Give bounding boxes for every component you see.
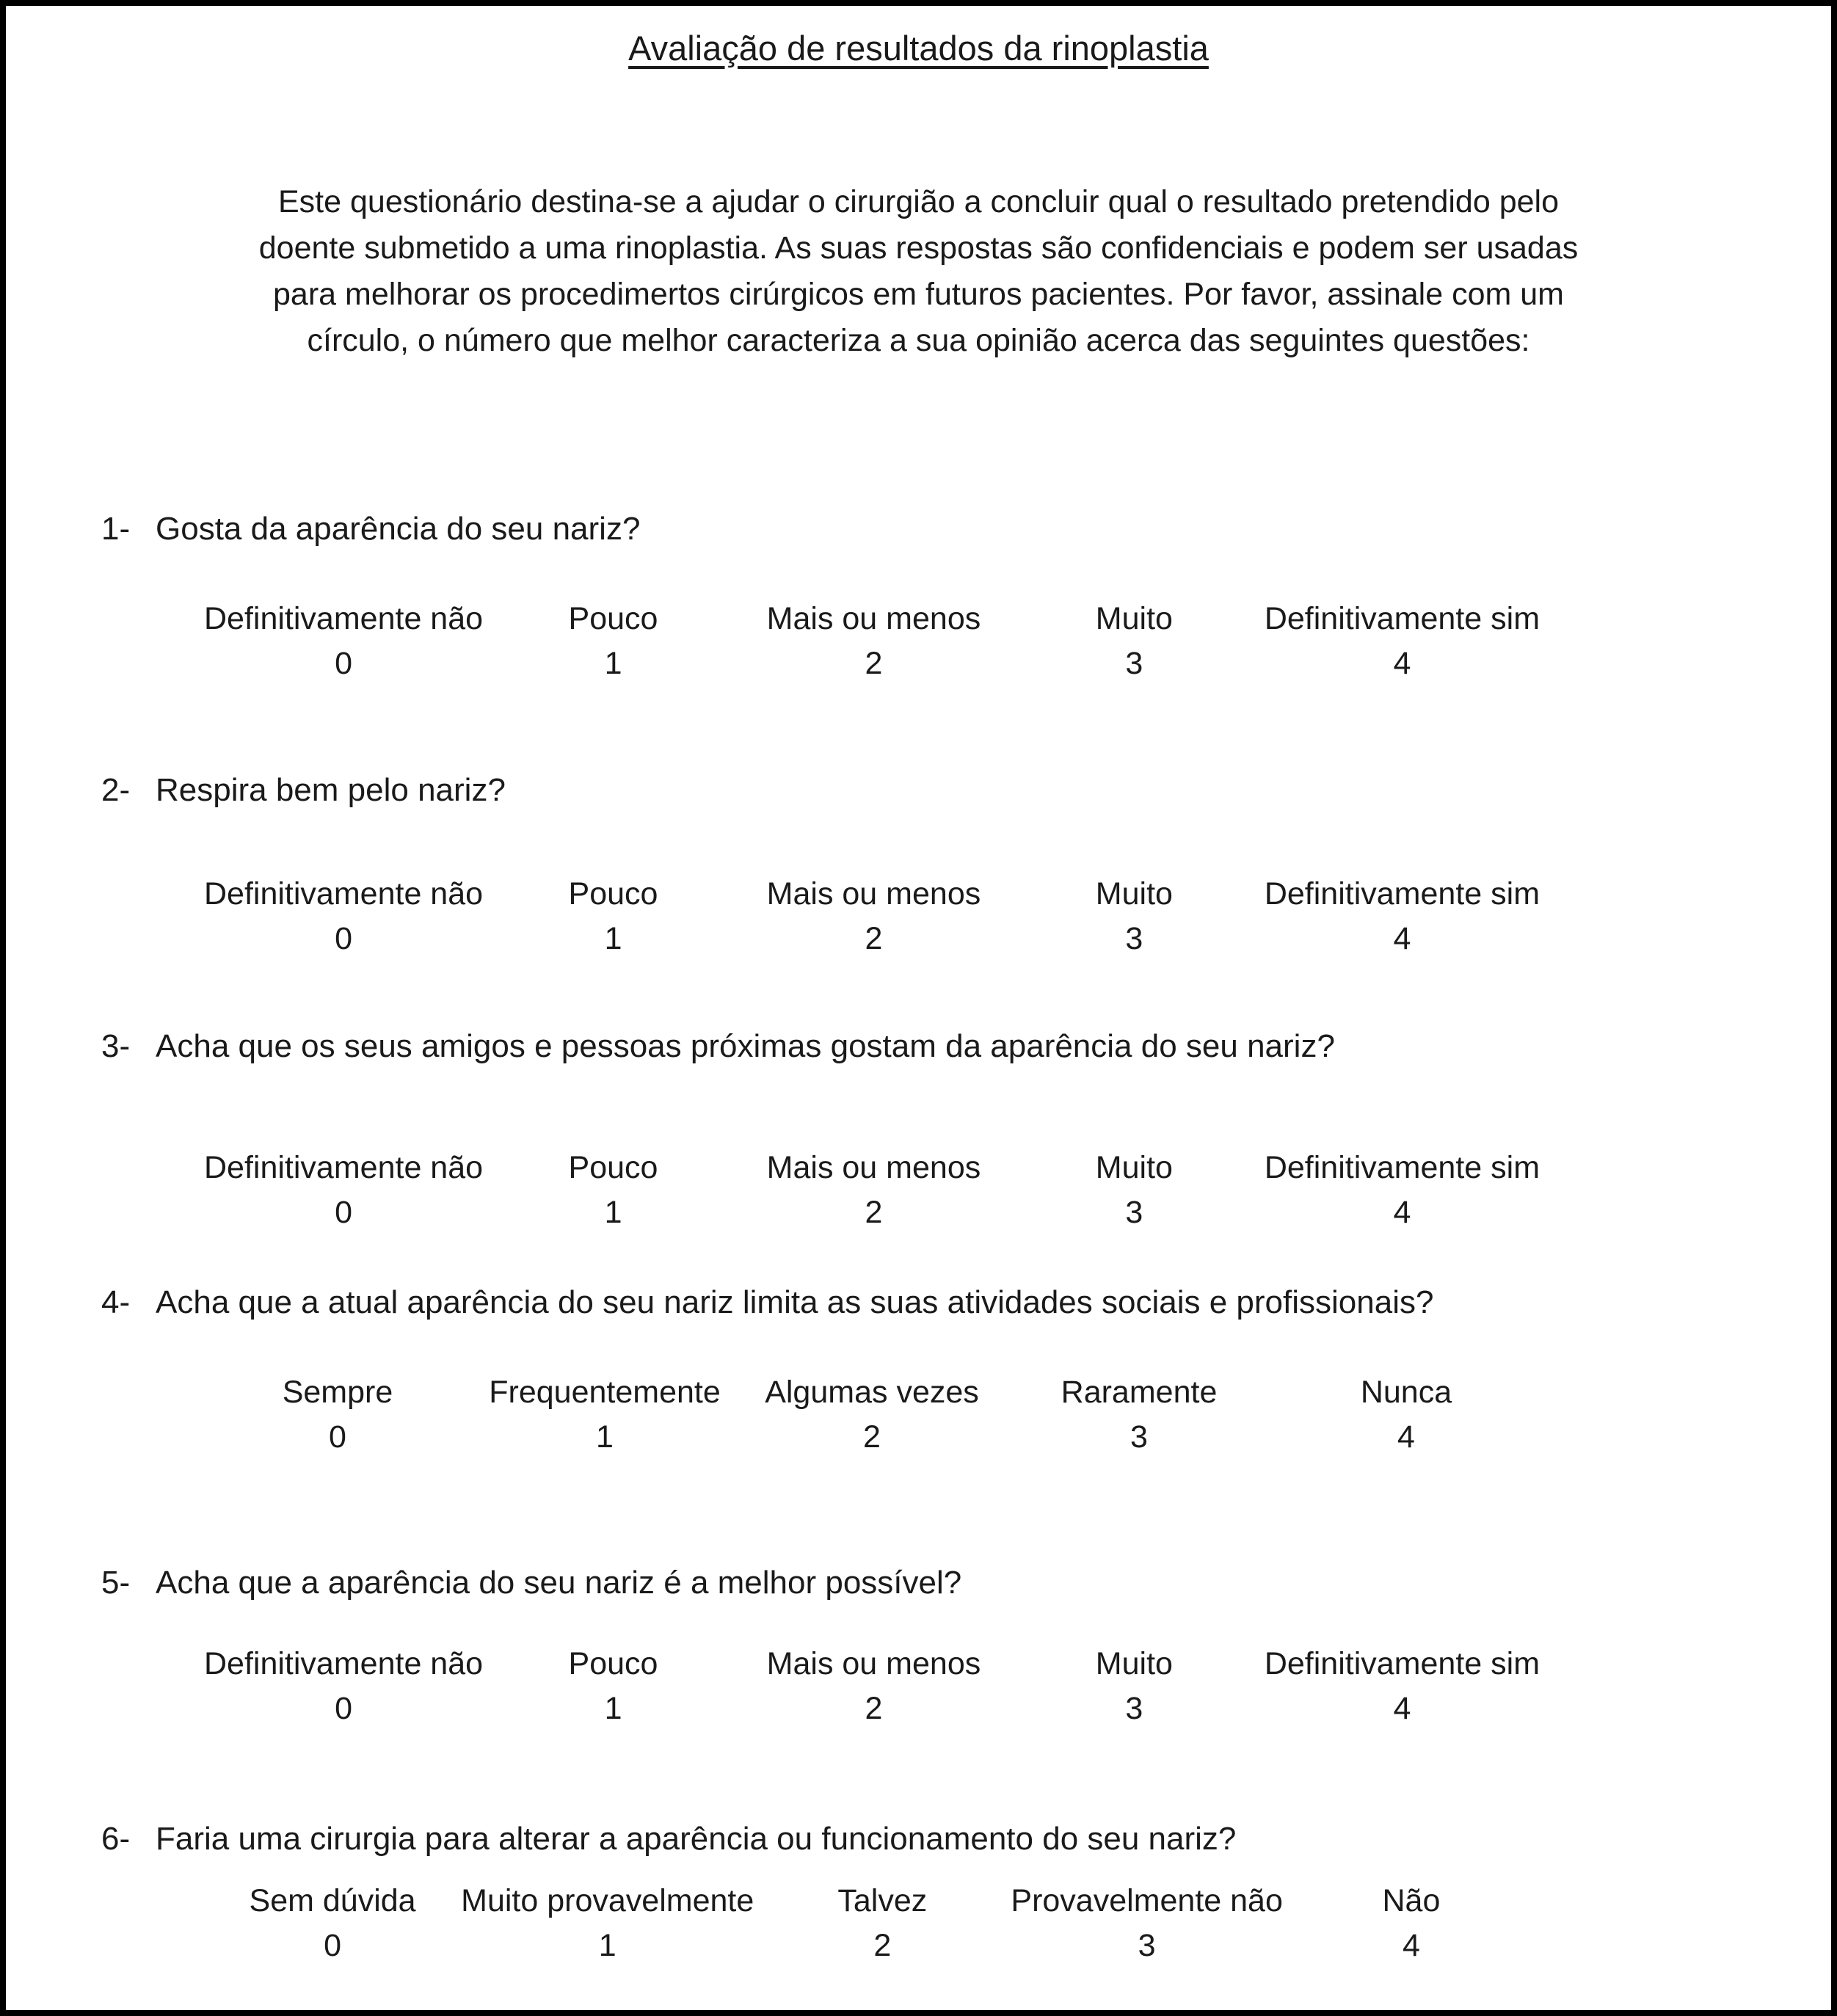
rating-option-value[interactable]: 3 [1138,1928,1156,1964]
rating-option-value[interactable]: 2 [863,1419,881,1455]
rating-option[interactable] [1265,872,1540,961]
question-text: Faria uma cirurgia para alterar a aparência ou funcionamento do seu nariz? [156,1821,1237,1857]
question-number: 4- [101,1284,131,1320]
rating-option-label: Algumas vezes [765,1375,979,1410]
rating-option[interactable] [738,1370,1005,1460]
rating-option-label: Pouco [568,1646,658,1681]
rating-option[interactable] [743,1146,1004,1235]
rating-option-value[interactable]: 4 [1393,1691,1411,1727]
rating-option[interactable] [204,872,483,961]
question-text: Acha que os seus amigos e pessoas próximas gostam da aparência do seu nariz? [156,1028,1335,1064]
rating-option[interactable] [1265,1146,1540,1235]
rating-option-label: Definitivamente não [204,1646,484,1681]
rating-option-label: Muito [1095,1646,1173,1681]
rating-option-value[interactable]: 1 [598,1928,616,1964]
rating-option-value[interactable]: 4 [1393,646,1411,682]
rating-option[interactable] [483,597,743,686]
rating-option-label: Mais ou menos [766,601,981,636]
rating-option[interactable] [1265,1642,1540,1731]
rating-option-label: Pouco [568,876,658,911]
rating-option-value[interactable]: 1 [604,646,622,682]
rating-option-value[interactable]: 2 [865,646,883,682]
question-number: 2- [101,772,131,808]
rating-option[interactable] [754,1879,1011,1968]
rating-scale-3 [204,1146,1540,1235]
rating-option-label: Raramente [1061,1375,1218,1410]
rating-option[interactable] [1004,872,1265,961]
rating-option-value[interactable]: 2 [873,1928,892,1964]
rating-option-label: Muito [1095,1150,1173,1185]
rating-option-label: Muito [1095,876,1173,911]
rating-option-label: Nunca [1360,1375,1452,1410]
question-3 [101,1028,1787,1065]
intro-line: doente submetido a uma rinoplastia. As suas respostas são confidenciais e podem ser usadas [258,230,1579,266]
intro-line: Este questionário destina-se a ajudar o cirurgião a concluir qual o resultado pretendido pelo [278,184,1559,219]
rating-option-value[interactable]: 1 [604,1691,622,1727]
rating-option-label: Mais ou menos [766,1150,981,1185]
rating-option-label: Frequentemente [489,1375,721,1410]
rating-option[interactable] [483,1146,743,1235]
rating-scale-1 [204,597,1540,686]
rating-scale-6 [204,1879,1540,1968]
question-6 [101,1821,1787,1857]
question-5 [101,1565,1787,1601]
rating-option-label: Pouco [568,1150,658,1185]
question-1 [101,511,1787,547]
rating-option-value[interactable]: 3 [1125,921,1143,957]
rating-option-value[interactable]: 0 [329,1419,346,1455]
rating-option-value[interactable]: 4 [1402,1928,1420,1964]
question-text: Respira bem pelo nariz? [156,772,506,808]
rating-option[interactable] [743,1642,1004,1731]
intro-paragraph [6,179,1831,364]
rating-option-value[interactable]: 2 [865,1691,883,1727]
rating-scale-5 [204,1642,1540,1731]
rating-option-value[interactable]: 0 [335,921,352,957]
rating-option-value[interactable]: 2 [865,921,883,957]
question-number: 5- [101,1565,131,1601]
rating-option[interactable] [743,597,1004,686]
rating-scale-2 [204,872,1540,961]
question-number: 1- [101,511,131,547]
rating-option-label: Provavelmente não [1011,1883,1283,1918]
rating-option-value[interactable]: 2 [865,1195,883,1231]
question-4 [101,1284,1787,1321]
rating-option-value[interactable]: 1 [596,1419,614,1455]
rating-option[interactable] [204,1879,461,1968]
rating-option[interactable] [1273,1370,1540,1460]
rating-option-label: Muito provavelmente [461,1883,754,1918]
rating-option-value[interactable]: 3 [1130,1419,1148,1455]
rating-option-value[interactable]: 3 [1125,1195,1143,1231]
page-title: Avaliação de resultados da rinoplastia [628,29,1209,68]
rating-option-value[interactable]: 4 [1397,1419,1415,1455]
rating-option[interactable] [1004,1642,1265,1731]
rating-option-value[interactable]: 4 [1393,1195,1411,1231]
rating-option-label: Definitivamente não [204,876,484,911]
rating-option-value[interactable]: 1 [604,1195,622,1231]
rating-option-label: Sem dúvida [249,1883,416,1918]
intro-line: para melhorar os procedimertos cirúrgicos em futuros pacientes. Por favor, assinale com um [273,277,1564,312]
rating-option[interactable] [471,1370,738,1460]
question-text: Acha que a aparência do seu nariz é a melhor possível? [156,1565,962,1601]
rating-option-label: Definitivamente sim [1264,876,1540,911]
rating-option[interactable] [1004,597,1265,686]
rating-scale-4 [204,1370,1540,1460]
rating-option-value[interactable]: 3 [1125,1691,1143,1727]
rating-option-value[interactable]: 0 [324,1928,342,1964]
rating-option-value[interactable]: 0 [335,646,352,682]
rating-option-label: Sempre [282,1375,393,1410]
rating-option[interactable] [743,872,1004,961]
rating-option-value[interactable]: 1 [604,921,622,957]
rating-option[interactable] [1283,1879,1540,1968]
intro-line: círculo, o número que melhor caracteriza a sua opinião acerca das seguintes questões: [307,323,1530,358]
rating-option[interactable] [204,597,483,686]
rating-option-label: Definitivamente não [204,601,484,636]
question-2 [101,772,1787,809]
rating-option-label: Definitivamente sim [1264,1646,1540,1681]
rating-option-label: Mais ou menos [766,876,981,911]
question-number: 3- [101,1028,131,1064]
rating-option[interactable] [204,1370,471,1460]
rating-option-label: Pouco [568,601,658,636]
rating-option-value[interactable]: 4 [1393,921,1411,957]
rating-option-value[interactable]: 0 [335,1195,352,1231]
rating-option[interactable] [204,1146,483,1235]
rating-option[interactable] [1265,597,1540,686]
rating-option[interactable] [461,1879,754,1968]
rating-option-label: Definitivamente sim [1264,1150,1540,1185]
rating-option[interactable] [1004,1146,1265,1235]
question-number: 6- [101,1821,131,1857]
rating-option[interactable] [1011,1879,1283,1968]
rating-option-label: Talvez [837,1883,928,1918]
rating-option-label: Muito [1095,601,1173,636]
rating-option-label: Mais ou menos [766,1646,981,1681]
rating-option-label: Definitivamente não [204,1150,484,1185]
rating-option[interactable] [204,1642,483,1731]
rating-option[interactable] [483,1642,743,1731]
rating-option[interactable] [1005,1370,1273,1460]
rating-option[interactable] [483,872,743,961]
rating-option-value[interactable]: 0 [335,1691,352,1727]
rating-option-value[interactable]: 3 [1125,646,1143,682]
question-text: Gosta da aparência do seu nariz? [156,511,641,547]
rating-option-label: Não [1382,1883,1441,1918]
rating-option-label: Definitivamente sim [1264,601,1540,636]
question-text: Acha que a atual aparência do seu nariz limita as suas atividades sociais e profissionais? [156,1284,1434,1320]
